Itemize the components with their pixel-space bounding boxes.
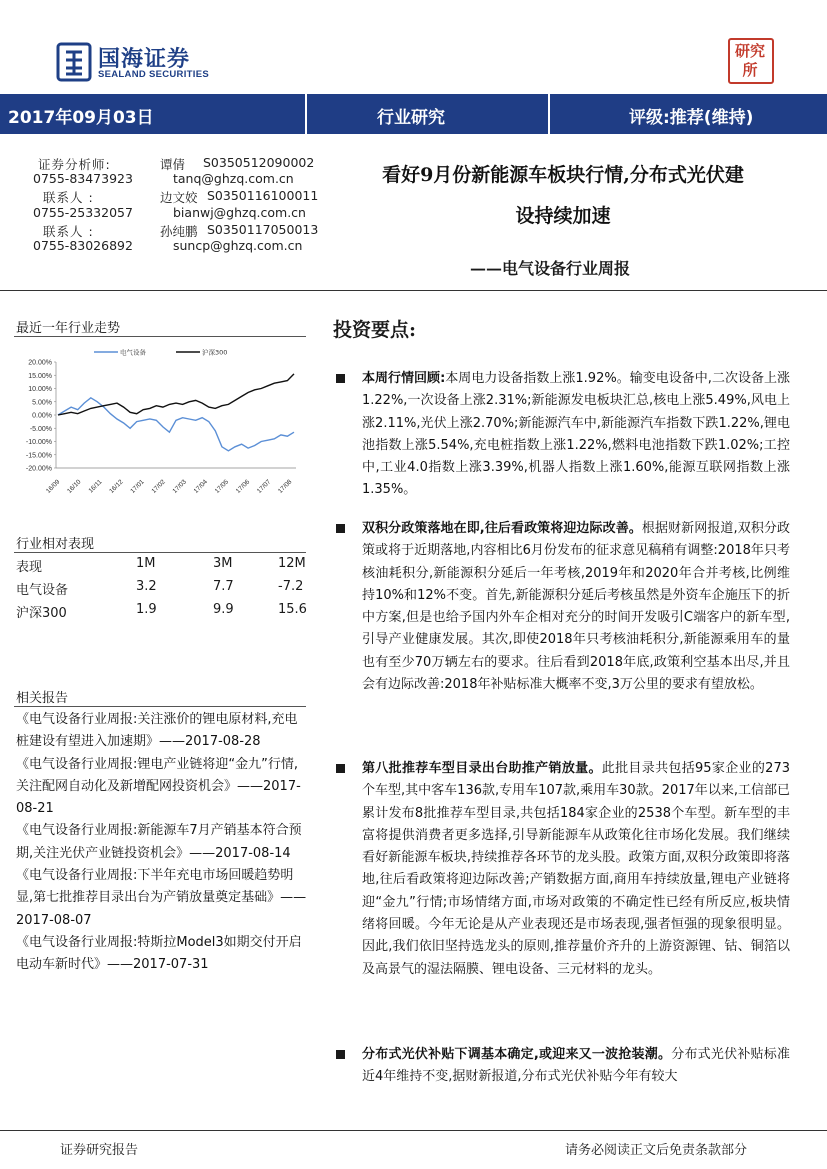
x-tick-label: 17/05 [213,478,231,495]
seal-text: 研究所 [734,42,765,79]
perf-12m: -7.2 [278,579,304,594]
perf-3m: 9.9 [213,602,234,617]
contact-cert: S0350116100011 [207,188,319,203]
footer-right: 请务必阅读正文后免责条款部分 [565,1143,748,1158]
perf-header-3m: 3M [213,556,233,571]
banner-divider [305,94,307,134]
key-point-body: 此批目录共包括95家企业的273个车型,其中客车136款,专用车107款,乘用车30款。2017年以来,工信部已累计发布8批推荐车型目录,共包括184家企业的2538个车型。新车型的丰富将提供消费者更多选择,引导新能源车从政策化往市场化发展。我们继续看好新能源车板块,持续推荐各环节的龙头股。政策方面,双积分政策即将落地,往后看政策将迎边际改善;产销数据方面,商用车持续放量,锂电产业链将迎“金九”行情;市场情绪方面,市场对政策的不确定性已经有所反应,板块情绪将回暖。今年无论是从产业表现还是市场表现,强者恒强的现象很明显。因此,我们依旧坚持选龙头的原则,推荐量价齐升的上游资源锂、钴、铜箔以及高景气的湿法隔膜、锂电设备、三元材料的龙头。 [362,761,790,977]
perf-name: 沪深300 [16,606,67,621]
perf-header-12m: 12M [278,556,306,571]
company-logo [56,40,236,88]
analyst-phone: 0755-83473923 [33,171,133,186]
sealand-logo-icon [56,42,92,82]
footer-left: 证券研究报告 [60,1143,139,1158]
section-rule [14,552,306,553]
x-tick-label: 16/12 [108,478,125,495]
x-tick-label: 17/08 [276,478,294,495]
perf-12m: 15.6 [278,602,307,617]
contact-email: suncp@ghzq.com.cn [173,238,303,253]
perf-name: 电气设备 [16,583,69,598]
x-tick-label: 17/04 [192,478,210,495]
y-tick-label: 10.00% [28,386,52,393]
x-tick-label: 17/01 [129,478,146,495]
section-rule [14,706,306,707]
key-point-lead: 第八批推荐车型目录出台助推产销放量。 [362,761,602,776]
bullet-icon [336,374,345,383]
contact-name: 边文姣 [160,190,198,205]
key-point-body: 根据财新网报道,双积分政策或将于近期落地,内容相比6月份发布的征求意见稿稍有调整:2018年只考核油耗积分,新能源积分延后一年考核,2019年和2020年合并考核,比例维持10%和12%不变。首先,新能源积分延后考核虽然是外资车企施压下的折中方案,但是也给予国内外车企相对充分的时间开发吸引C端客户的新车型,引导产业健康发展。其次,即使2018年只考核油耗积分,新能源乘用车的量也有至少70万辆左右的要求。往后看到2018年底,政策利空基本出尽,并且会有边际改善:2018年补贴标准大概率不变,3万公里的要求有望放松。 [362,521,790,693]
analyst-cert: S0350512090002 [203,155,315,170]
perf-1m: 1.9 [136,602,157,617]
report-title [318,155,808,237]
perf-section-title: 行业相对表现 [16,537,95,552]
perf-header-label: 表现 [16,560,43,575]
contact-phone: 0755-25332057 [33,205,133,220]
y-tick-label: -20.00% [25,465,52,473]
industry-trend-chart [14,342,310,500]
analyst-name: 谭倩 [160,157,186,172]
y-tick-label: 5.00% [32,399,52,407]
key-point-lead: 双积分政策落地在即,往后看政策将迎边际改善。 [362,521,642,536]
title-line-2: 设持续加速 [515,205,611,227]
perf-row [16,602,306,626]
key-point [362,368,790,502]
related-section-title: 相关报告 [16,691,69,706]
contact-name: 孙纯鹏 [160,224,198,239]
banner-divider [548,94,550,134]
logo-english-name: SEALAND SECURITIES [98,69,209,80]
x-tick-label: 16/10 [66,478,83,495]
logo-chinese-name: 国海证券 [98,47,191,72]
title-line-1: 看好9月份新能源车板块行情,分布式光伏建 [382,164,744,186]
related-report-item[interactable]: 《电气设备行业周报:下半年充电市场回暖趋势明显,第七批推荐目录出台为产销放量奠定基础》——2017-08-07 [16,868,307,928]
footer-rule [0,1130,827,1131]
y-tick-label: 15.00% [28,372,52,380]
contact-label: 联系人 : [43,190,94,205]
x-tick-label: 17/02 [150,478,167,495]
bullet-icon [336,524,345,533]
x-tick-label: 16/11 [87,478,104,495]
y-tick-label: 20.00% [28,359,52,367]
contact-phone: 0755-83026892 [33,238,133,253]
y-tick-label: 0.00% [32,412,52,420]
perf-header-1m: 1M [136,556,156,571]
related-report-list [16,709,310,977]
related-report-item[interactable]: 《电气设备行业周报:新能源车7月产销基本符合预期,关注光伏产业链投资机会》——2017-08-14 [16,823,302,861]
key-point-lead: 分布式光伏补贴下调基本确定,或迎来又一波抢装潮。 [362,1047,672,1062]
perf-3m: 7.7 [213,579,234,594]
y-tick-label: -10.00% [25,439,52,446]
key-point [362,518,790,696]
key-point-body: 分布式光伏补贴标准近4年维持不变,据财新报道,分布式光伏补贴今年有较大 [362,1047,790,1085]
perf-row [16,579,306,603]
y-tick-label: -5.00% [29,425,52,433]
x-tick-label: 16/09 [44,478,62,495]
contact-email: bianwj@ghzq.com.cn [173,205,306,220]
x-tick-label: 17/07 [255,478,273,495]
contact-cert: S0350117050013 [207,222,319,237]
x-tick-label: 17/06 [234,478,252,495]
section-rule [14,336,306,337]
key-point-body: 本周电力设备指数上涨1.92%。输变电设备中,二次设备上涨1.22%,一次设备上涨2.31%;新能源发电板块汇总,核电上涨5.49%,风电上涨2.11%,光伏上涨2.70%;新能源汽车中,新能源汽车指数下跌1.22%,锂电池指数上涨5.54%,充电桩指数上涨1.22%,燃料电池指数下跌1.02%;工控中,工业4.0指数上涨3.39%,机器人指数上涨1.60%,能源互联网指数上涨1.35%。 [362,371,791,498]
series-line-电气设备 [58,398,294,451]
report-subtitle: ——电气设备行业周报 [470,259,631,278]
key-point [362,1044,790,1089]
y-tick-label: -15.00% [25,452,52,460]
trend-section-title: 最近一年行业走势 [16,321,121,336]
related-report-item[interactable]: 《电气设备行业周报:锂电产业链将迎“金九”行情,关注配网自动化及新增配网投资机会》——2017-08-21 [16,756,301,817]
legend-label: 沪深300 [202,348,228,357]
analyst-email: tanq@ghzq.com.cn [173,171,294,186]
header-rule [0,290,827,291]
contact-label: 联系人 : [43,224,94,239]
series-line-沪深300 [58,374,294,415]
perf-header-row [16,556,306,580]
bullet-icon [336,1050,345,1059]
top-banner [0,94,827,134]
bullet-icon [336,764,345,773]
key-point-lead: 本周行情回顾: [362,371,446,386]
perf-1m: 3.2 [136,579,157,594]
key-point [362,758,790,981]
research-institute-seal [728,38,774,84]
related-report-item[interactable]: 《电气设备行业周报:关注涨价的锂电原材料,充电桩建设有望进入加速期》——2017-08-28 [16,712,298,750]
key-points-title: 投资要点: [333,319,417,341]
x-tick-label: 17/03 [171,478,188,495]
rating: 评级:推荐(维持) [629,108,754,128]
report-type: 行业研究 [377,108,445,128]
analyst-label: 证券分析师: [38,157,111,172]
related-report-item[interactable]: 《电气设备行业周报:特斯拉Model3如期交付开启电动车新时代》——2017-07-31 [16,934,302,973]
legend-label: 电气设备 [120,348,146,357]
report-date: 2017年09月03日 [8,108,154,128]
